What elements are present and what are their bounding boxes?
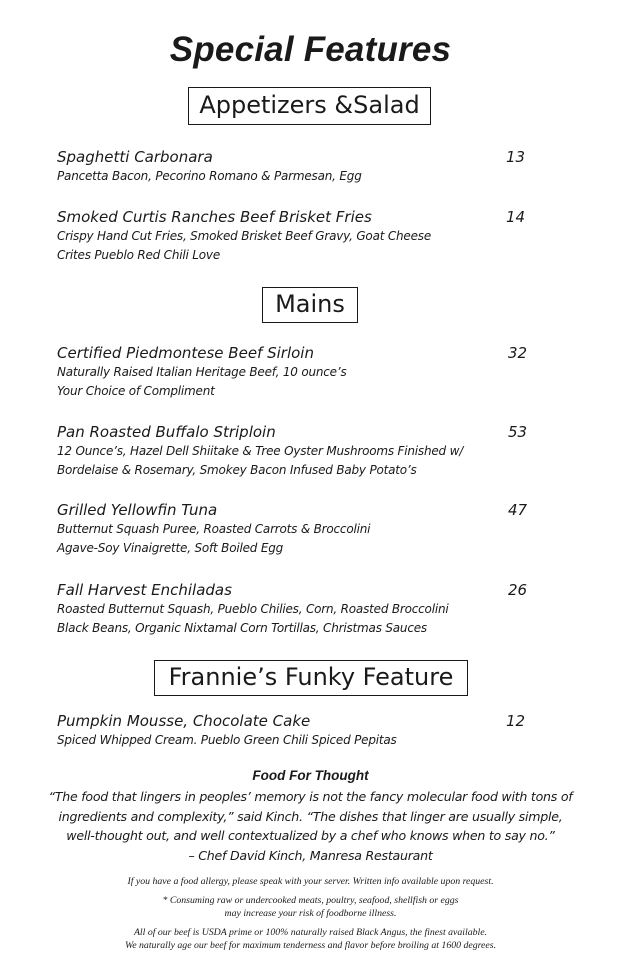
item-name: Grilled Yellowfin Tuna — [57, 501, 218, 519]
item-price: 14 — [506, 208, 526, 226]
allergy-notice: If you have a food allergy, please speak with your server. Written info available upon request. — [127, 876, 494, 887]
quote-line: ingredients and complexity,” said Kinch. “The dishes that linger are usually simple, — [58, 808, 563, 824]
food-for-thought-heading: Food For Thought — [252, 768, 369, 783]
item-description: Crispy Hand Cut Fries, Smoked Brisket Beef Gravy, Goat Cheese — [57, 229, 432, 243]
item-description: 12 Ounce’s, Hazel Dell Shiitake & Tree Oyster Mushrooms Finished w/ — [57, 444, 464, 458]
item-price: 32 — [508, 344, 528, 362]
page-title: Special Features — [169, 30, 452, 69]
item-description: Black Beans, Organic Nixtamal Corn Tortillas, Christmas Sauces — [57, 621, 427, 635]
menu-item-pumpkin-mousse — [57, 711, 537, 750]
menu-item-enchiladas — [57, 580, 537, 638]
item-description: Agave-Soy Vinaigrette, Soft Boiled Egg — [57, 541, 284, 555]
item-name: Fall Harvest Enchiladas — [57, 581, 232, 599]
item-name: Pumpkin Mousse, Chocolate Cake — [57, 712, 311, 730]
item-description: Naturally Raised Italian Heritage Beef, 10 ounce’s — [57, 365, 347, 379]
item-name: Pan Roasted Buffalo Striploin — [57, 423, 276, 441]
item-description: Bordelaise & Rosemary, Smokey Bacon Infused Baby Potato’s — [57, 463, 417, 477]
menu-item-yellowfin-tuna — [57, 500, 537, 558]
consumption-warning-line-2: may increase your risk of foodborne illness. — [224, 908, 397, 919]
beef-notice-line-2: We naturally age our beef for maximum tenderness and flavor before broiling at 1600 degrees. — [124, 940, 497, 951]
menu-item-spaghetti-carbonara — [57, 147, 537, 186]
quote-line: “The food that lingers in peoples’ memory is not the fancy molecular food with tons of — [48, 789, 573, 804]
item-description: Pancetta Bacon, Pecorino Romano & Parmesan, Egg — [57, 169, 362, 183]
item-price: 12 — [506, 712, 526, 730]
item-description: Spiced Whipped Cream. Pueblo Green Chili Spiced Pepitas — [57, 733, 397, 747]
item-price: 47 — [508, 501, 528, 519]
item-name: Smoked Curtis Ranches Beef Brisket Fries — [57, 208, 372, 226]
item-price: 13 — [506, 148, 526, 166]
item-name: Certified Piedmontese Beef Sirloin — [57, 344, 314, 362]
consumption-warning-line-1: * Consuming raw or undercooked meats, poultry, seafood, shellfish or eggs — [162, 895, 459, 906]
section-heading-mains: Mains — [262, 287, 358, 323]
item-price: 53 — [508, 423, 528, 441]
item-name: Spaghetti Carbonara — [57, 148, 213, 166]
item-description: Roasted Butternut Squash, Pueblo Chilies, Corn, Roasted Broccolini — [57, 602, 449, 616]
item-description: Your Choice of Compliment — [57, 384, 215, 398]
menu-item-buffalo-striploin — [57, 422, 537, 480]
item-description: Butternut Squash Puree, Roasted Carrots & Broccolini — [57, 522, 371, 536]
quote-attribution: – Chef David Kinch, Manresa Restaurant — [188, 847, 433, 863]
item-description: Crites Pueblo Red Chili Love — [57, 248, 220, 262]
menu-item-brisket-fries — [57, 207, 537, 265]
item-price: 26 — [508, 581, 528, 599]
food-for-thought-quote — [30, 787, 591, 865]
section-heading-funky-feature: Frannie’s Funky Feature — [154, 660, 468, 696]
quote-line: well-thought out, and well contextualized by a chef who knows when to say no.” — [66, 828, 555, 843]
menu-item-beef-sirloin — [57, 343, 537, 401]
section-heading-appetizers: Appetizers &Salad — [188, 87, 431, 125]
beef-notice-line-1: All of our beef is USDA prime or 100% naturally raised Black Angus, the finest available. — [133, 927, 488, 938]
